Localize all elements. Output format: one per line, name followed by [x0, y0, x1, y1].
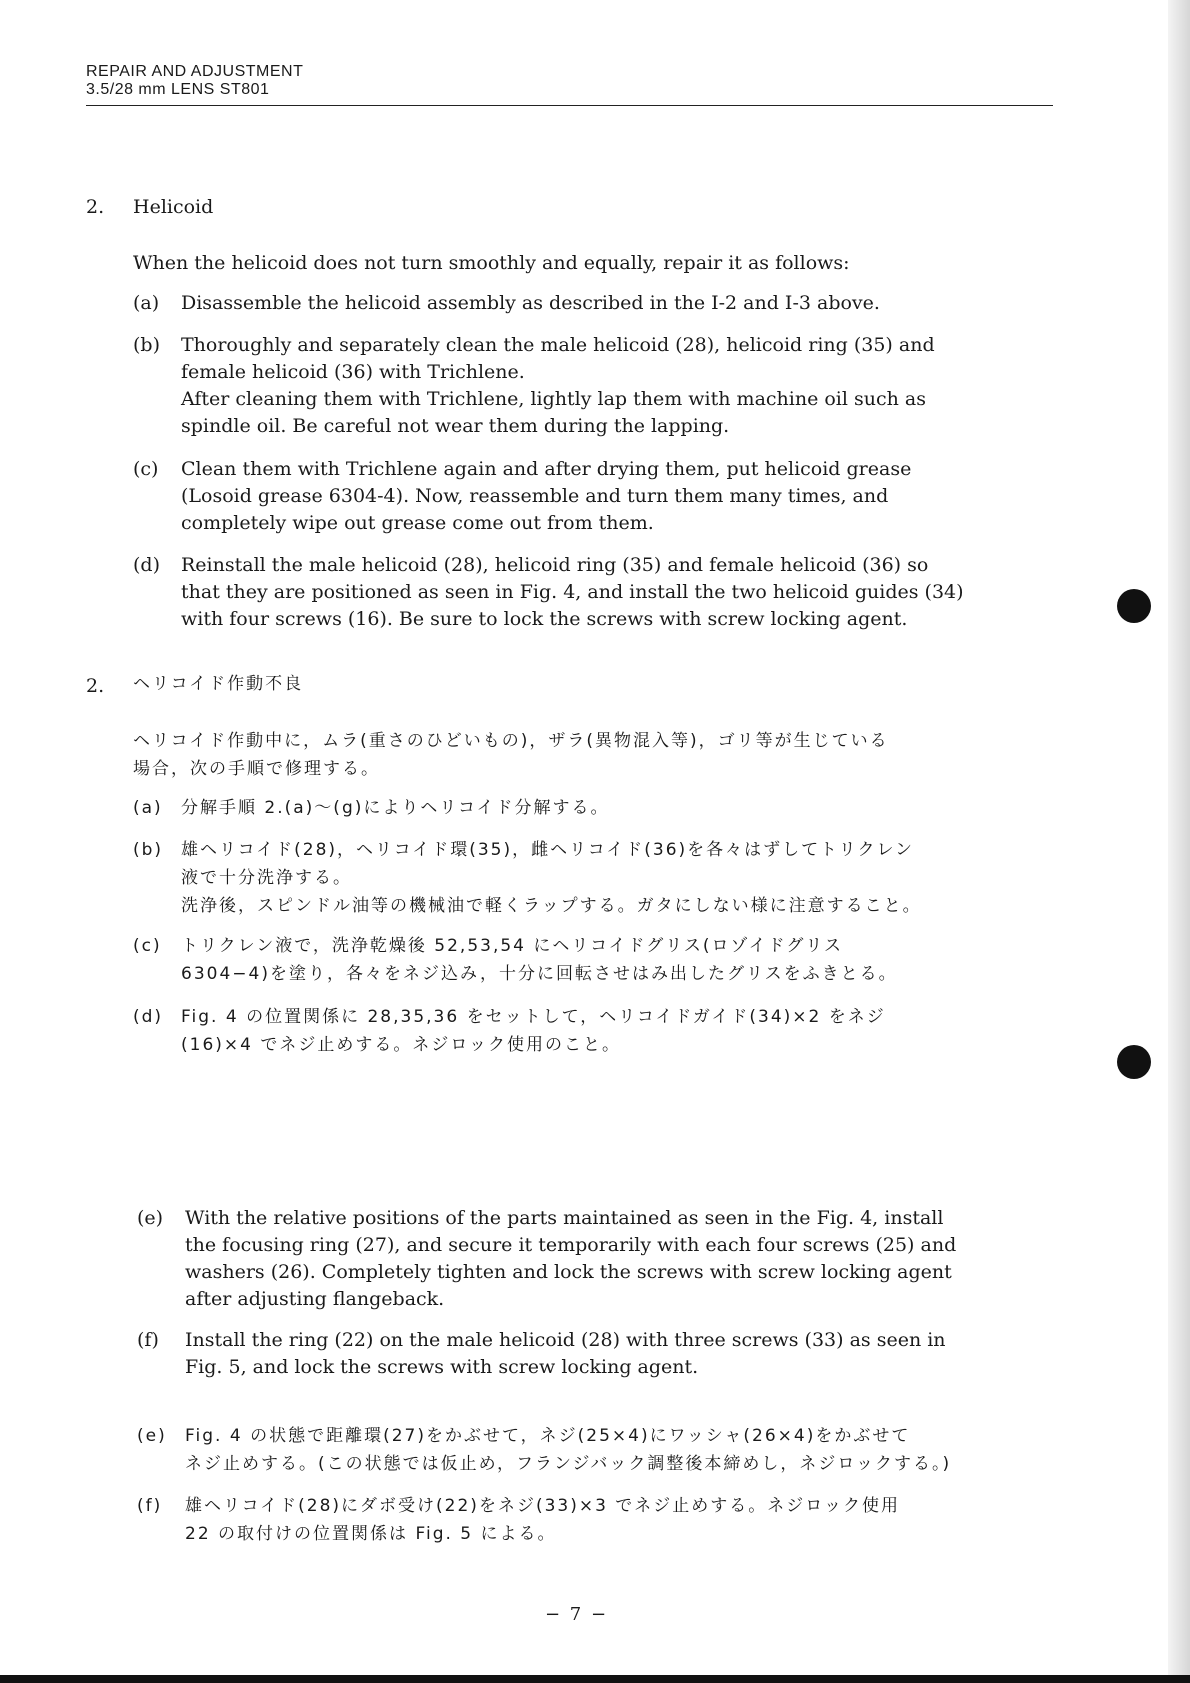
item-line: the focusing ring (27), and secure it temporarily with each four screws (25) and	[185, 1234, 957, 1256]
item-line: completely wipe out grease come out from them.	[181, 512, 654, 534]
page-edge-shadow	[1168, 0, 1190, 1683]
item-label: (e)	[137, 1426, 167, 1446]
item-label: (f)	[137, 1496, 163, 1516]
item-label: (d)	[133, 1007, 164, 1027]
item-line: Fig. 4 の位置関係に 28,35,36 をセットして，ヘリコイドガイド(34)×2 をネジ	[181, 1007, 886, 1027]
section-title: Helicoid	[133, 196, 214, 218]
item-line: Disassemble the helicoid assembly as described in the I-2 and I-3 above.	[181, 292, 880, 314]
item-label: (a)	[133, 798, 163, 818]
item-line: that they are positioned as seen in Fig. 4, and install the two helicoid guides (34)	[181, 581, 964, 603]
item-line: Reinstall the male helicoid (28), helicoid ring (35) and female helicoid (36) so	[181, 554, 929, 576]
item-line: washers (26). Completely tighten and lock the screws with screw locking agent	[185, 1261, 952, 1283]
item-label: (c)	[133, 458, 159, 480]
item-line: After cleaning them with Trichlene, lightly lap them with machine oil such as	[181, 388, 926, 410]
section-number: 2.	[86, 196, 105, 218]
section-number-jp: 2.	[86, 675, 105, 697]
item-line: With the relative positions of the parts maintained as seen in the Fig. 4, install	[185, 1207, 944, 1229]
item-line: with four screws (16). Be sure to lock the screws with screw locking agent.	[181, 608, 908, 630]
page-header	[86, 63, 1052, 99]
punch-hole-icon	[1117, 589, 1151, 623]
header-divider	[86, 105, 1053, 106]
intro-line: ヘリコイド作動中に，ムラ(重さのひどいもの)，ザラ(異物混入等)，ゴリ等が生じている	[133, 731, 889, 751]
item-line: Install the ring (22) on the male helicoid (28) with three screws (33) as seen in	[185, 1329, 946, 1351]
item-line: ネジ止めする。(この状態では仮止め，フランジバック調整後本締めし，ネジロックする。)	[185, 1454, 952, 1474]
item-label: (f)	[137, 1329, 159, 1351]
item-label: (e)	[137, 1207, 164, 1229]
punch-hole-icon	[1117, 1045, 1151, 1079]
item-line: (Losoid grease 6304-4). Now, reassemble and turn them many times, and	[181, 485, 889, 507]
item-line: Fig. 5, and lock the screws with screw locking agent.	[185, 1356, 699, 1378]
section-intro: When the helicoid does not turn smoothly and equally, repair it as follows:	[133, 252, 850, 274]
item-line: Thoroughly and separately clean the male helicoid (28), helicoid ring (35) and	[181, 334, 935, 356]
item-line: spindle oil. Be careful not wear them during the lapping.	[181, 415, 730, 437]
item-line: after adjusting flangeback.	[185, 1288, 445, 1310]
item-line: (16)×4 でネジ止めする。ネジロック使用のこと。	[181, 1035, 622, 1055]
section-intro-jp	[133, 727, 1053, 783]
page-number: − 7 −	[545, 1604, 609, 1625]
intro-line: 場合，次の手順で修理する。	[133, 759, 380, 779]
item-line: 雄ヘリコイド(28)，ヘリコイド環(35)，雌ヘリコイド(36)を各々はずしてトリクレン	[181, 840, 915, 860]
item-line: 22 の取付けの位置関係は Fig. 5 による。	[185, 1524, 557, 1544]
item-line: 6304−4)を塗り，各々をネジ込み，十分に回転させはみ出したグリスをふきとる。	[181, 964, 898, 984]
item-label: (b)	[133, 840, 164, 860]
item-label: (a)	[133, 292, 160, 314]
item-line: Clean them with Trichlene again and after drying them, put helicoid grease	[181, 458, 912, 480]
item-label: (d)	[133, 554, 160, 576]
page-bottom-edge	[0, 1675, 1190, 1683]
item-label: (b)	[133, 334, 160, 356]
item-line: Fig. 4 の状態で距離環(27)をかぶせて，ネジ(25×4)にワッシャ(26×4)をかぶせて	[185, 1426, 911, 1446]
item-line: 洗浄後，スピンドル油等の機械油で軽くラップする。ガタにしない様に注意すること。	[181, 896, 922, 916]
section-title-jp: ヘリコイド作動不良	[133, 674, 304, 694]
item-line: トリクレン液で，洗浄乾燥後 52,53,54 にヘリコイドグリス(ロゾイドグリス	[181, 936, 843, 956]
item-label: (c)	[133, 936, 162, 956]
header-subtitle: 3.5/28 mm LENS ST801	[86, 81, 270, 98]
item-line: female helicoid (36) with Trichlene.	[181, 361, 525, 383]
item-line: 雄ヘリコイド(28)にダボ受け(22)をネジ(33)×3 でネジ止めする。ネジロック使用	[185, 1496, 900, 1516]
header-title: REPAIR AND ADJUSTMENT	[86, 63, 304, 80]
item-line: 分解手順 2.(a)〜(g)によりヘリコイド分解する。	[181, 798, 610, 818]
item-line: 液で十分洗浄する。	[181, 868, 352, 888]
